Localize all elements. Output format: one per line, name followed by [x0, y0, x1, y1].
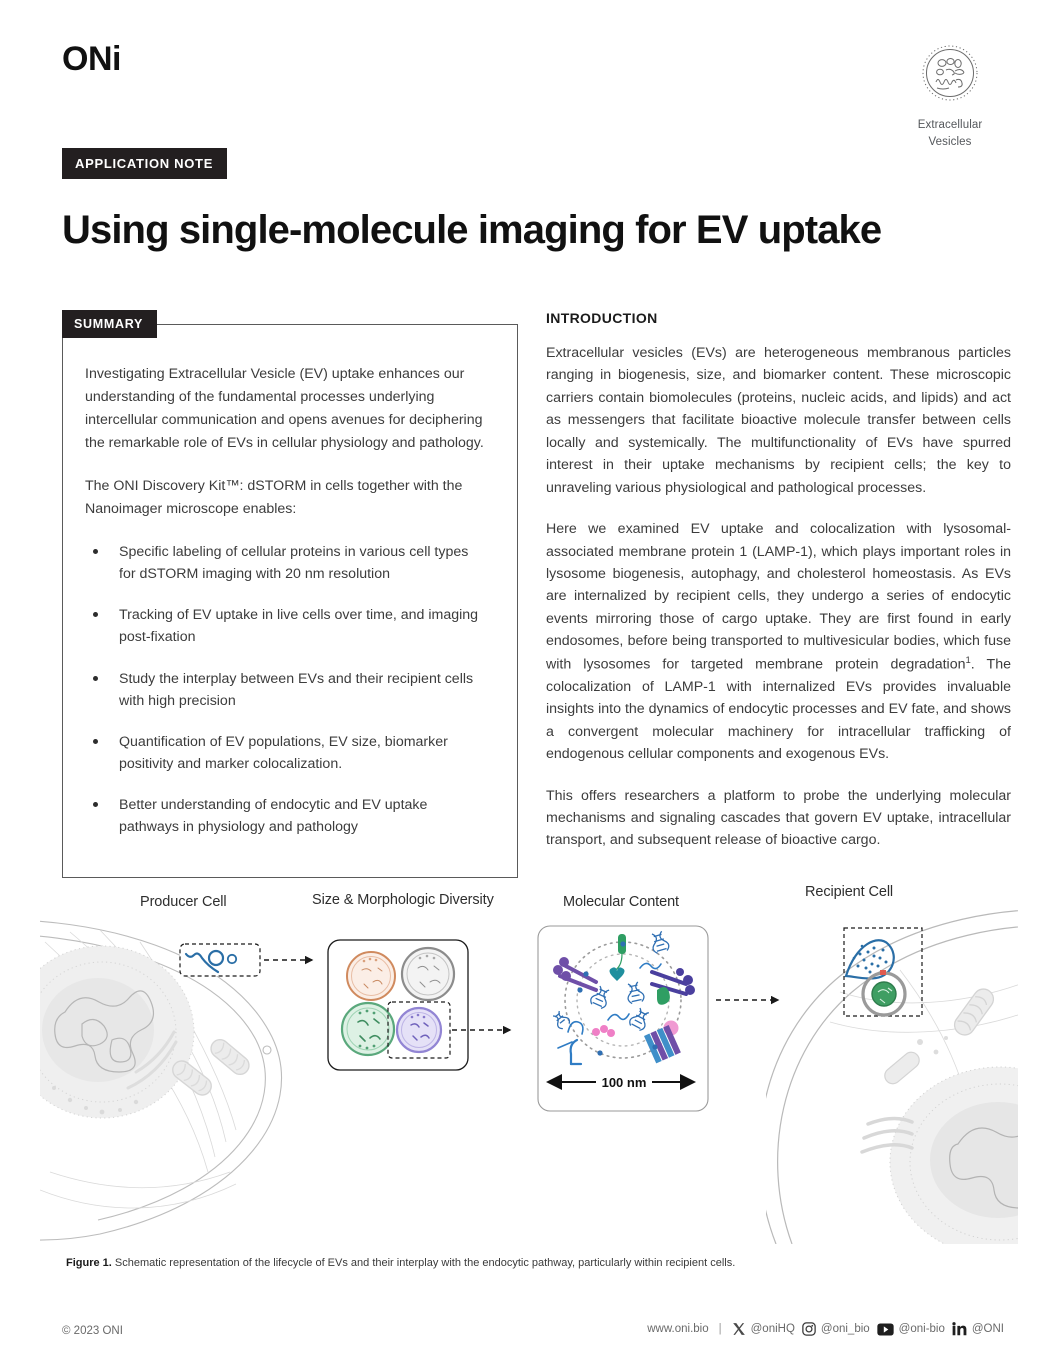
social-links	[647, 1322, 1004, 1336]
content-columns	[62, 310, 1010, 850]
list-item: Better understanding of endocytic and EV uptake pathways in physiology and pathology	[85, 794, 487, 838]
badge-label	[890, 117, 1010, 150]
summary-column	[62, 310, 518, 878]
introduction-heading: INTRODUCTION	[546, 310, 658, 326]
instagram-handle: @oni_bio	[820, 1323, 870, 1335]
badge-label-line1: Extracellular	[917, 119, 983, 131]
vesicle-purple	[397, 1008, 441, 1052]
application-note-badge: APPLICATION NOTE	[62, 148, 227, 179]
lysosome-with-ev	[863, 970, 905, 1015]
figure-label-molecular-content: Molecular Content	[563, 894, 679, 910]
website-link[interactable]: www.oni.bio	[647, 1323, 709, 1335]
page-footer	[62, 1322, 1010, 1346]
copyright-text: © 2023 ONI	[62, 1325, 123, 1337]
figure-1	[40, 872, 1018, 1244]
badge-label-line2: Vesicles	[928, 135, 972, 148]
figure-label-recipient-cell: Recipient Cell	[805, 884, 894, 900]
youtube-handle: @oni-bio	[898, 1323, 945, 1335]
vesicle-diversity-panel	[328, 940, 510, 1070]
linkedin-icon	[952, 1322, 967, 1336]
footer-separator: |	[718, 1323, 722, 1335]
introduction-column	[546, 310, 1011, 871]
figure-label-size-diversity: Size & Morphologic Diversity	[312, 892, 494, 908]
introduction-paragraph-3: This offers researchers a platform to probe the underlying molecular mechanisms and signaling cascades that govern EV uptake, intracellular transport, and subsequent release of bioactive cargo.	[546, 787, 1011, 849]
intro-p2-part2: . The colocalization of LAMP-1 with internalized EVs provides invaluable insights into the dynamics of endocytic processes and EV fate, and shows a convergent molecular machinery for intracellular trafficking of endogenous cellular components and exogenous EVs.	[546, 656, 1011, 763]
social-link-linkedin[interactable]	[952, 1322, 1004, 1336]
intro-p2-part1: Here we examined EV uptake and colocalization with lysosomal-associated membrane protein 1 (LAMP-1), which plays important roles in lysosome biogenesis, autophagy, and cholesterol homeostasis. As EVs are internalized by recipient cells, they undergo a series of endocytic events mirroring those of cargo uptake. They are first found in early endosomes, before being transported to multivesicular bodies, which fuse with lysosomes for targeted membrane protein degradation	[546, 521, 1011, 673]
summary-paragraph-1: Investigating Extracellular Vesicle (EV) uptake enhances our understanding of the fundamental processes underlying intercellular communication and opens avenues for deciphering the remarkable role of EVs in cellular physiology and pathology.	[85, 366, 484, 451]
oni-logo: ONi	[62, 40, 121, 78]
introduction-paragraph-2	[546, 518, 1011, 766]
molecular-content-panel	[538, 926, 778, 1111]
introduction-paragraph-1: Extracellular vesicles (EVs) are heterogeneous membranous particles ranging in biogenesis, size, and biomarker content. These microscopic carriers contain biomolecules (proteins, nucleic acids, and lipids) and act as messengers that facilitate bioactive molecule transfer between cells locally and systemically. The multifunctionality of EVs have spurred interest in their uptake mechanisms by recipient cells; the key to unraveling various physiological and pathological processes.	[546, 345, 1011, 496]
instagram-icon	[802, 1322, 816, 1336]
social-link-youtube[interactable]	[877, 1323, 945, 1336]
youtube-icon	[877, 1323, 894, 1336]
x-twitter-icon	[732, 1322, 746, 1336]
list-item: Tracking of EV uptake in live cells over time, and imaging post-fixation	[85, 604, 487, 648]
page-title: Using single-molecule imaging for EV uptake	[62, 208, 882, 252]
social-link-instagram[interactable]	[802, 1322, 870, 1336]
vesicle-orange	[347, 952, 395, 1000]
lamp1-marker-icon	[880, 970, 886, 975]
list-item: Specific labeling of cellular proteins in various cell types for dSTORM imaging with 20 nm resolution	[85, 541, 487, 585]
extracellular-vesicles-icon	[890, 42, 1010, 109]
social-link-x[interactable]	[732, 1322, 795, 1336]
summary-bullet-list	[85, 541, 487, 839]
summary-box	[62, 324, 518, 878]
summary-paragraph-2: The ONI Discovery Kit™: dSTORM in cells together with the Nanoimager microscope enables:	[85, 478, 463, 517]
list-item: Study the interplay between EVs and their recipient cells with high precision	[85, 668, 487, 712]
figure-label-producer-cell: Producer Cell	[140, 894, 227, 910]
figure-diagram	[40, 872, 1018, 1244]
linkedin-handle: @ONI	[971, 1323, 1004, 1335]
list-item: Quantification of EV populations, EV size, biomarker positivity and marker colocalization.	[85, 731, 487, 775]
figure-caption-text: Schematic representation of the lifecycle of EVs and their interplay with the endocytic pathway, particularly within recipient cells.	[111, 1257, 736, 1269]
extracellular-vesicles-badge	[890, 42, 1010, 150]
reference-marker: 1	[965, 654, 971, 666]
vesicle-grey	[402, 948, 454, 1000]
scale-bar-label: 100 nm	[601, 1075, 647, 1090]
recipient-cell-illustration	[759, 909, 1018, 1244]
summary-badge: SUMMARY	[62, 310, 157, 338]
producer-cell-zoom-box	[180, 944, 260, 976]
figure-caption	[66, 1256, 998, 1271]
x-handle: @oniHQ	[750, 1323, 795, 1335]
figure-caption-label: Figure 1.	[66, 1257, 112, 1269]
vesicle-green	[342, 1003, 394, 1055]
